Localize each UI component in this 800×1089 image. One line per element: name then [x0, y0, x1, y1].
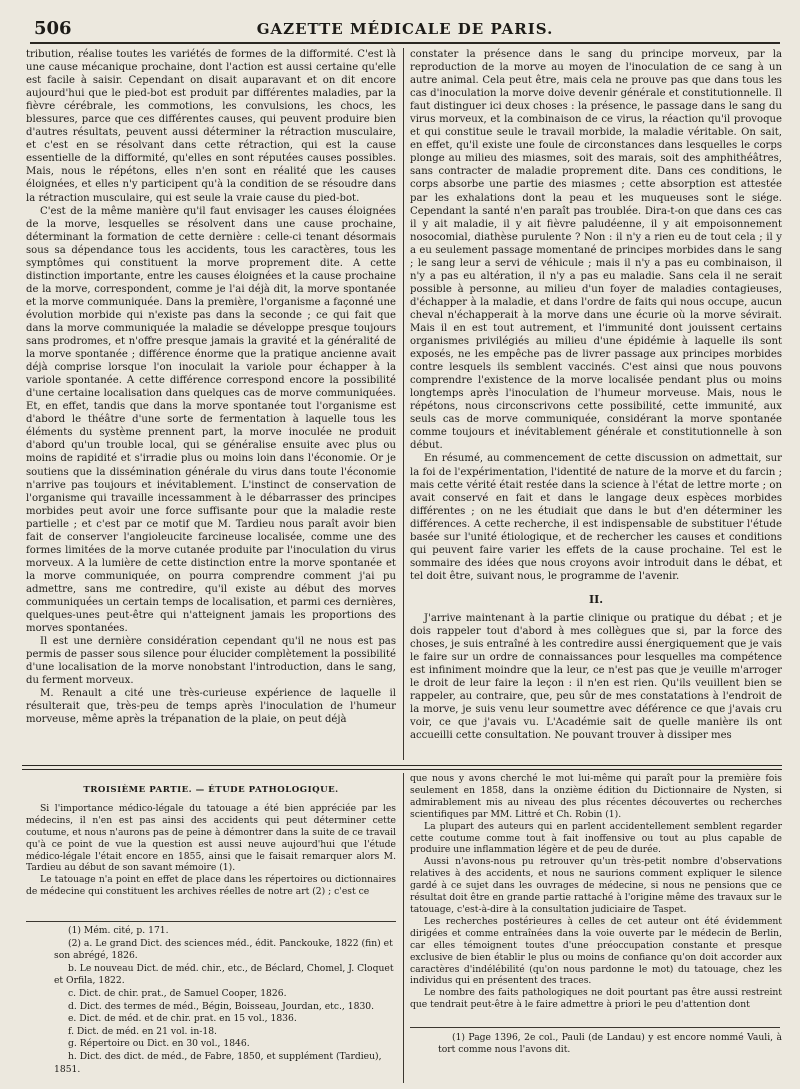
- paragraph: En résumé, au commencement de cette discussion on admettait, sur la foi de l'expérimentation, l'identité de nature de la morve et du farcin ; mais cette vérité était restée dans la science à l'état de lettre morte ; on avait conservé en fait et dans le langage deux espèces morbides différentes ; on ne les étudiait que dans le but d'en déterminer les différences. A cette recherche, il est indispensable de substituer l'étude basée sur l'unité étiologique, et de rechercher les causes et conditions qui peuvent faire varier les effets de la cause prochaine. Tel est le sommaire des idées que nous croyons avoir introduit dans le débat, et tel doit être, suivant nous, le programme de l'avenir.: [410, 453, 782, 582]
- feuilleton-column-right: [410, 773, 782, 1023]
- article-column-right: [410, 48, 782, 760]
- footnote: (1) Page 1396, 2e col., Pauli (de Landau) y est encore nommé Vauli, à tort comme nous l'avons dit.: [438, 1032, 782, 1056]
- footnote: h. Dict. des dict. de méd., de Fabre, 1850, et supplément (Tardieu), 1851.: [54, 1050, 382, 1075]
- feuilleton-column-left: [26, 773, 396, 919]
- paragraph: constater la présence dans le sang du principe morveux, par la reproduction de la morve au moyen de l'inoculation de ce sang à un autre animal. Cela peut être, mais cela ne prouve pas que dans tous les cas d'inoculation la morve doive devenir générale et constitutionnelle. Il faut distinguer ici deux choses : la présence, le passage dans le sang du virus morveux, et la combinaison de ce virus, la réaction qu'il provoque et qui constitue seule le travail morbide, la maladie véritable. On sait, en effet, qu'il existe une foule de circonstances dans lesquelles le corps plonge au milieu des miasmes, soit des marais, soit des amphithéâtres, sans contracter de maladie proprement dite. Dans ces conditions, le corps absorbe une partie des miasmes ; cette absorption est attestée par les exhalations dont la peau et les muqueuses sont le siége. Cependant la santé n'en paraît pas troublée. Dira-t-on que dans ces cas il y ait maladie, il y ait fièvre paludéenne, il y ait empoisonnement nosocomial, diathèse purulente ? Non : il n'y a rien eu de tout cela ; il y a eu seulement passage momentané de principes morbides dans le sang ; le sang leur a servi de véhicule ; mais il n'y a pas eu combinaison, il n'y a pas eu altération, il n'y a pas eu maladie. Sans cela il ne serait possible à personne, au milieu d'un foyer de maladies contagieuses, d'échapper à la maladie, et dans l'ordre de faits qui nous occupe, aucun cheval n'échapperait à la morve dans une écurie où la morve sévirait. Mais il en est tout autrement, et l'immunité dont jouissent certains organismes privilégiés au milieu d'une épidémie à laquelle ils sont exposés, ne les empêche pas de livrer passage aux principes morbides contre lesquels ils semblent vaccinés. C'est ainsi que nous pouvons comprendre l'existence de la morve localisée pendant plus ou moins longtemps après l'inoculation de l'humeur morveuse. Mais, nous le répétons, nous circonscrivons cette possibilité, cette immunité, aux seuls cas de morve communiquée, considérant la morve spontanée comme toujours et inévitablement générale et constitutionnelle à son début.: [410, 49, 782, 452]
- footnote: e. Dict. de méd. et de chir. prat. en 15 vol., 1836.: [68, 1013, 297, 1025]
- footnote: f. Dict. de méd. en 21 vol. in-18.: [68, 1025, 217, 1037]
- paragraph: C'est de la même manière qu'il faut envisager les causes éloignées de la morve, lesquelles se résolvent dans une cause prochaine, déterminant la formation de cette dernière : celle-ci tenant désormais sous sa dépendance tous les accidents, tous les caractères, tous les symptômes qui constituent la morve proprement dite. A cette distinction importante, entre les causes éloignées et la cause prochaine de la morve, correspondent, comme je l'ai déjà dit, la morve spontanée et la morve communiquée. Dans la première, l'organisme a façonné une évolution morbide qui n'existe pas dans la seconde ; ce qui fait que dans la morve communiquée la maladie se développe presque toujours sans prodromes, et n'offre presque jamais la gravité et la généralité de la morve spontanée ; différence énorme que la pratique ancienne avait déjà comprise lorsque l'on inoculait la variole pour échapper à la variole spontanée. A cette différence correspond encore la possibilité d'une certaine localisation dans quelques cas de morve communiquées. Et, en effet, tandis que dans la morve spontanée tout l'organisme est d'abord le théâtre d'une sorte de fermentation à laquelle tous les éléments du système prennent part, la morve inoculée ne produit d'abord qu'un trouble local, qui se généralise ensuite avec plus ou moins de rapidité et s'irradie plus ou moins loin dans l'économie. Or je soutiens que la dissémination générale du virus dans toute l'économie n'arrive pas toujours et inévitablement. L'instinct de conservation de l'organisme qui travaille incessamment à le débarrasser des principes morbides peut avoir une force suffisante pour que la maladie reste partielle ; et c'est par ce motif que M. Tardieu nous paraît avoir bien fait de conserver l'angioleucite farcineuse localisée, comme une des formes limitées de la morve cutanée produite par l'inoculation du virus morveux. A la lumière de cette distinction entre la morve spontanée et la morve communiquée, on pourra comprendre comment j'ai pu admettre, sans me contredire, qu'il existe au début des morves communiquées un certain temps de localisation, et parmi ces dernières, quelques-unes peut-être qui n'atteignent jamais les proportions des morves spontanées.: [26, 205, 396, 635]
- paragraph: Si l'importance médico-légale du tatouage a été bien appréciée par les médecins, il n'en est pas ainsi des accidents qui peut déterminer cette coutume, et nous n'aurons pas de peine à démontrer dans la suite de ce travail qu'à ce point de vue la question est aussi neuve aujourd'hui que l'étude médico-légale l'était encore en 1855, ainsi que le faisait remarquer alors M. Tardieu au début de son savant mémoire (1).: [26, 802, 396, 874]
- paragraph: Les recherches postérieures à celles de cet auteur ont été évidemment dirigées et comme entraînées dans la voie ouverte par le médecin de Berlin, car elles témoignent toutes d'une préoccupation constante et presque exclusive de bien établir le plus ou moins de confiance qu'on doit accorder aux caractères d'indélébilité (qu'on nous pardonne le mot) du tatouage, chez les individus qui en présentent des traces.: [410, 915, 782, 987]
- paragraph: Il est une dernière considération cependant qu'il ne nous est pas permis de passer sous silence pour élucider complètement la possibilité d'une localisation de la morve nonobstant l'introduction, dans le sang, du ferment morveux.: [26, 636, 396, 687]
- footnote: (2) a. Le grand Dict. des sciences méd., édit. Panckouke, 1822 (fin) et son abrégé, 1826.: [54, 937, 393, 962]
- footnote: (1) Mém. cité, p. 171.: [68, 925, 169, 936]
- footnote-rule: [410, 1027, 780, 1028]
- paragraph: que nous y avons cherché le mot lui-même qui paraît pour la première fois seulement en 1858, dans la onzième édition du Dictionnaire de Nysten, si admirablement mis au niveau des plus récentes découvertes ou recherches scientifiques par MM. Littré et Ch. Robin (1).: [410, 773, 782, 820]
- paragraph: Aussi n'avons-nous pu retrouver qu'un très-petit nombre d'observations relatives à des accidents, et nous ne saurions comment expliquer le silence gardé à ce sujet dans les ouvrages de médecine, si nous ne pensions que ce résultat doit être en grande partie rattaché à l'origine même des travaux sur le tatouage, c'est-à-dire à la consultation judiciaire de Taspet.: [410, 856, 782, 915]
- running-title: GAZETTE MÉDICALE DE PARIS.: [256, 20, 554, 38]
- footnotes-left: [26, 925, 396, 1085]
- feuilleton-rule-bottom: [22, 769, 782, 770]
- footnote-rule: [26, 921, 396, 922]
- paragraph: Le tatouage n'a point en effet de place dans les répertoires ou dictionnaires de médecine qui constituent les archives réelles de notre art (2) ; c'est ce: [26, 874, 396, 898]
- footnote: b. Le nouveau Dict. de méd. chir., etc., de Béclard, Chomel, J. Cloquet et Orfila, 1822.: [54, 962, 394, 987]
- page-number: 506: [34, 18, 72, 39]
- section-numeral: II.: [588, 592, 604, 606]
- paragraph: La plupart des auteurs qui en parlent accidentellement semblent regarder cette coutume comme tout à fait inoffensive ou tout au plus capable de produire une inflammation légère et de peu de durée.: [410, 820, 782, 856]
- paragraph: tribution, réalise toutes les variétés de formes de la difformité. C'est là une cause mécanique prochaine, dont l'action est aussi certaine qu'elle est facile à saisir. Cependant on disait auparavant et on dit encore aujourd'hui que le pied-bot est produit par différentes maladies, par la fièvre cérébrale, les commotions, les convulsions, les chocs, les blessures, parce que ces différentes causes, qui peuvent produire bien d'autres résultats, peuvent aussi déterminer la rétraction musculaire, et c'est en se résolvant dans cette rétraction, qui est la cause essentielle de la difformité, qu'elles en sont réputées causes possibles. Mais, nous le répétons, elles n'en sont en réalité que les causes éloignées, et elles n'y participent qu'à la condition de se résoudre dans la rétraction musculaire, qui est seule la vraie cause du pied-bot.: [26, 49, 396, 204]
- article-column-left: [26, 48, 396, 760]
- page-header: [30, 12, 780, 44]
- footnote-right: [410, 1032, 782, 1082]
- paragraph: Le nombre des faits pathologiques ne doit pourtant pas être aussi restreint que tendrait peut-être à le faire admettre à priori le peu d'attention dont: [410, 987, 782, 1011]
- paragraph: J'arrive maintenant à la partie clinique ou pratique du débat ; et je dois rappeler tout d'abord à mes collègues que si, par la force des choses, je suis entraîné à les contredire aussi énergiquement que je vais le faire sur un ordre de connaissances pour lesquelles ma compétence est infiniment moindre que la leur, ce n'est pas que je veuille m'arroger le droit de leur faire la leçon : il n'en est rien. Qu'ils veuillent bien se rappeler, au contraire, que, peu sûr de mes constatations à l'endroit de la morve, je suis venu leur soumettre avec déférence ce que j'avais cru voir, ce que j'avais vu. L'Académie sait de quelle manière ils ont accueilli cette consultation. Ne pouvant trouver à dissiper mes: [410, 612, 782, 742]
- footnote: d. Dict. des termes de méd., Bégin, Boisseau, Jourdan, etc., 1830.: [68, 1000, 375, 1012]
- column-divider: [403, 773, 404, 1083]
- footnote: g. Répertoire ou Dict. en 30 vol., 1846.: [68, 1038, 250, 1050]
- column-divider: [403, 48, 404, 760]
- footnote: c. Dict. de chir. prat., de Samuel Cooper, 1826.: [68, 987, 287, 999]
- part-title: TROISIÈME PARTIE. — ÉTUDE PATHOLOGIQUE.: [83, 785, 339, 795]
- feuilleton-rule-top: [22, 765, 782, 766]
- paragraph: M. Renault a cité une très-curieuse expérience de laquelle il résulterait que, très-peu de temps après l'inoculation de l'humeur morveuse, même après la trépanation de la plaie, on peut déjà: [26, 688, 396, 726]
